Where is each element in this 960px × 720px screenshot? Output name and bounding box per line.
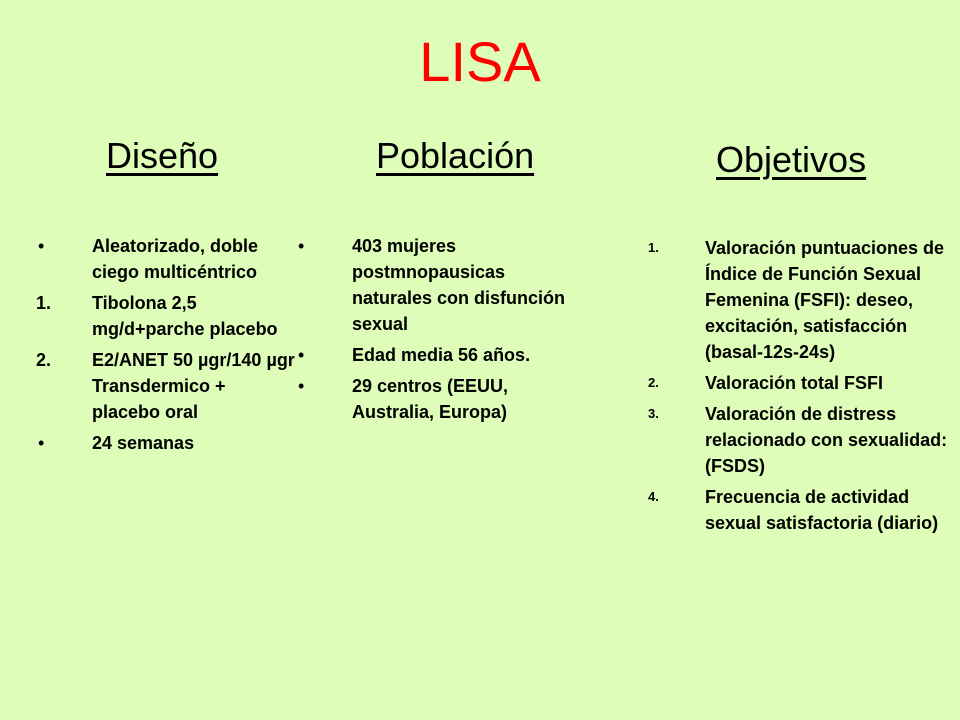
number-marker: 2.: [648, 375, 659, 390]
item-text: Edad media 56 años.: [352, 345, 531, 365]
slide-title: LISA: [419, 30, 541, 93]
diseno-list: [36, 233, 296, 461]
list-item: [648, 484, 948, 536]
list-item: [296, 373, 586, 425]
list-item: [296, 342, 586, 368]
item-text: 29 centros (EEUU, Australia, Europa): [352, 376, 509, 422]
item-text: Valoración total FSFI: [705, 373, 884, 393]
bullet-marker: •: [38, 433, 45, 453]
list-item: [36, 347, 296, 425]
number-marker: 1.: [648, 240, 659, 255]
item-text: Valoración puntuaciones de Índice de Función Sexual Femenina (FSFI): deseo, excitación, satisfacción (basal-12s-24s): [705, 238, 945, 362]
bullet-marker: •: [38, 236, 45, 256]
list-item: [648, 370, 948, 396]
heading-objetivos: Objetivos: [716, 139, 867, 180]
poblacion-list: [296, 233, 586, 430]
list-item: [648, 401, 948, 479]
objetivos-list: [648, 235, 948, 541]
number-marker: 4.: [648, 489, 659, 504]
list-item: [296, 233, 586, 337]
item-text: 403 mujeres postmnopausicas naturales con disfunción sexual: [352, 236, 566, 334]
item-text: Valoración de distress relacionado con sexualidad: (FSDS): [705, 404, 948, 476]
heading-diseno: Diseño: [106, 135, 219, 176]
list-item: [648, 235, 948, 365]
list-item: [36, 233, 296, 285]
item-text: Aleatorizado, doble ciego multicéntrico: [92, 236, 259, 282]
list-item: [36, 430, 296, 456]
bullet-marker: •: [298, 345, 305, 365]
bullet-marker: •: [298, 376, 305, 396]
item-text: Tibolona 2,5 mg/d+parche placebo: [92, 293, 278, 339]
bullet-marker: •: [298, 236, 305, 256]
list-item: [36, 290, 296, 342]
item-text: 24 semanas: [92, 433, 195, 453]
heading-poblacion: Población: [376, 135, 535, 176]
number-marker: 2.: [36, 350, 52, 370]
number-marker: 3.: [648, 406, 659, 421]
item-text: Frecuencia de actividad sexual satisfactoria (diario): [705, 487, 939, 533]
number-marker: 1.: [36, 293, 52, 313]
item-text: E2/ANET 50 µgr/140 µgr Transdermico + placebo oral: [92, 350, 295, 422]
